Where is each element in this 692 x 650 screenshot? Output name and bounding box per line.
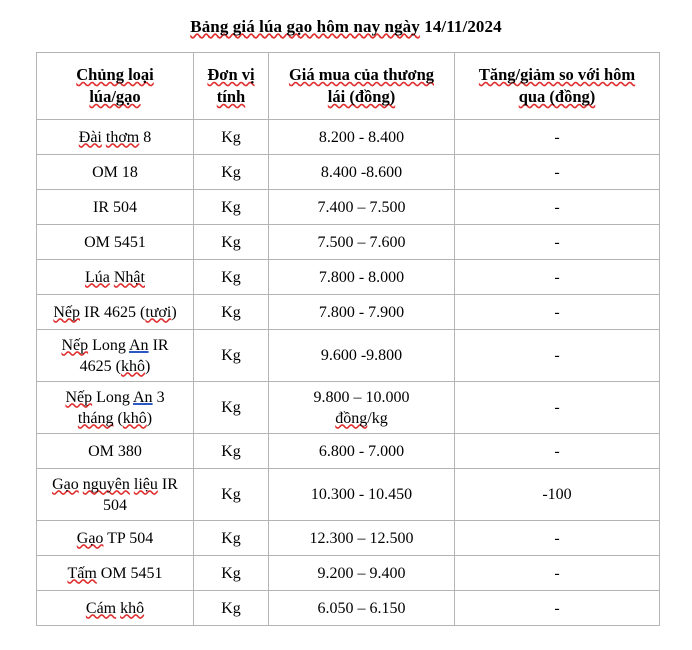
spellcheck-marker: Nếp	[61, 336, 89, 354]
spellcheck-marker: Nếp	[65, 388, 93, 406]
cell-price: 7.800 - 8.000	[269, 260, 455, 295]
cell-unit: Kg	[194, 155, 269, 190]
cell-price: 12.300 – 12.500	[269, 521, 455, 556]
cell-price: 7.400 – 7.500	[269, 190, 455, 225]
spellcheck-marker: thơm	[105, 128, 140, 146]
cell-price: 8.400 -8.600	[269, 155, 455, 190]
spellcheck-marker: Đài	[78, 128, 102, 146]
cell-product: OM 5451	[37, 225, 194, 260]
table-row	[37, 556, 660, 591]
cell-product: OM 18	[37, 155, 194, 190]
cell-unit: Kg	[194, 190, 269, 225]
cell-change: -	[455, 260, 660, 295]
spellcheck-marker: tươi	[145, 303, 172, 321]
rice-price-table	[36, 52, 660, 626]
cell-change: -	[455, 434, 660, 469]
cell-change: -	[455, 330, 660, 382]
table-body	[37, 120, 660, 626]
table-row	[37, 591, 660, 626]
cell-product: Nếp Long An IR 4625 (khô)	[37, 330, 194, 382]
table-row	[37, 330, 660, 382]
cell-change: -	[455, 190, 660, 225]
table-row	[37, 295, 660, 330]
table-row	[37, 190, 660, 225]
cell-price: 6.050 – 6.150	[269, 591, 455, 626]
cell-price: 6.800 - 7.000	[269, 434, 455, 469]
cell-change: -100	[455, 469, 660, 521]
column-header-product	[37, 53, 194, 120]
column-header-price	[269, 53, 455, 120]
cell-product: Đài thơm 8	[37, 120, 194, 155]
cell-price: 7.500 – 7.600	[269, 225, 455, 260]
spellcheck-marker: Cám	[85, 599, 117, 617]
cell-price: 10.300 - 10.450	[269, 469, 455, 521]
column-header-change-line1: Tăng/giảm so với hôm	[478, 65, 636, 84]
cell-product: Gạo nguyên liệu IR 504	[37, 469, 194, 521]
spellcheck-marker: khô	[121, 357, 145, 375]
cell-product: IR 504	[37, 190, 194, 225]
cell-unit: Kg	[194, 225, 269, 260]
spellcheck-marker: Gạo	[76, 529, 104, 547]
spellcheck-marker: khô	[122, 409, 147, 427]
table-row	[37, 469, 660, 521]
cell-product: Gạo TP 504	[37, 521, 194, 556]
cell-unit: Kg	[194, 295, 269, 330]
cell-product: OM 380	[37, 434, 194, 469]
cell-price: 9.800 – 10.000 đồng/kg	[269, 382, 455, 434]
price-table-container	[36, 52, 659, 626]
cell-product: Nếp IR 4625 (tươi)	[37, 295, 194, 330]
cell-change: -	[455, 556, 660, 591]
spellcheck-marker: Lúa	[85, 268, 110, 286]
table-row	[37, 260, 660, 295]
cell-change: -	[455, 591, 660, 626]
spellcheck-marker: đồng	[335, 409, 368, 427]
cell-change: -	[455, 521, 660, 556]
spellcheck-marker: Nếp	[53, 303, 80, 321]
cell-change: -	[455, 120, 660, 155]
cell-price: 7.800 - 7.900	[269, 295, 455, 330]
cell-price: 9.200 – 9.400	[269, 556, 455, 591]
cell-unit: Kg	[194, 382, 269, 434]
column-header-unit	[194, 53, 269, 120]
spellcheck-marker: Gạo	[52, 475, 79, 493]
cell-unit: Kg	[194, 120, 269, 155]
spellcheck-marker: liệu	[133, 475, 158, 493]
cell-unit: Kg	[194, 591, 269, 626]
grammar-marker: An	[133, 388, 153, 406]
cell-change: -	[455, 382, 660, 434]
column-header-product-line1: Chủng loại	[76, 65, 154, 84]
spellcheck-marker: Tấm	[67, 564, 97, 582]
table-row	[37, 120, 660, 155]
cell-unit: Kg	[194, 434, 269, 469]
column-header-price-line1: Giá mua của thương	[288, 65, 435, 84]
table-header	[37, 53, 660, 120]
cell-unit: Kg	[194, 521, 269, 556]
cell-unit: Kg	[194, 260, 269, 295]
cell-price: 9.600 -9.800	[269, 330, 455, 382]
table-header-row	[37, 53, 660, 120]
cell-change: -	[455, 225, 660, 260]
column-header-change	[455, 53, 660, 120]
table-row	[37, 225, 660, 260]
table-row	[37, 521, 660, 556]
table-row	[37, 382, 660, 434]
cell-product	[37, 591, 194, 626]
cell-unit: Kg	[194, 556, 269, 591]
column-header-change-line2: qua (đồng)	[518, 87, 596, 106]
cell-price: 8.200 - 8.400	[269, 120, 455, 155]
column-header-unit-line1: Đơn vị	[207, 65, 255, 84]
cell-change: -	[455, 295, 660, 330]
spellcheck-marker: nguyên	[82, 475, 130, 493]
table-row	[37, 155, 660, 190]
cell-product: Nếp Long An 3 tháng (khô)	[37, 382, 194, 434]
cell-unit: Kg	[194, 469, 269, 521]
spellcheck-marker: khô	[120, 599, 145, 617]
cell-product: Tấm OM 5451	[37, 556, 194, 591]
page-title	[0, 16, 692, 38]
page-title-spellchecked: Bảng giá lúa gạo hôm nay ngày	[190, 17, 420, 36]
cell-change: -	[455, 155, 660, 190]
column-header-price-line2: lái (đồng)	[327, 87, 396, 106]
grammar-marker: An	[129, 336, 149, 354]
column-header-product-line2: lúa/gạo	[89, 87, 141, 106]
table-row	[37, 434, 660, 469]
cell-unit: Kg	[194, 330, 269, 382]
cell-product	[37, 260, 194, 295]
column-header-unit-line2: tính	[216, 87, 246, 106]
spellcheck-marker: Nhật	[113, 268, 145, 286]
spellcheck-marker: tháng	[77, 409, 114, 427]
page-title-date: 14/11/2024	[419, 17, 502, 36]
